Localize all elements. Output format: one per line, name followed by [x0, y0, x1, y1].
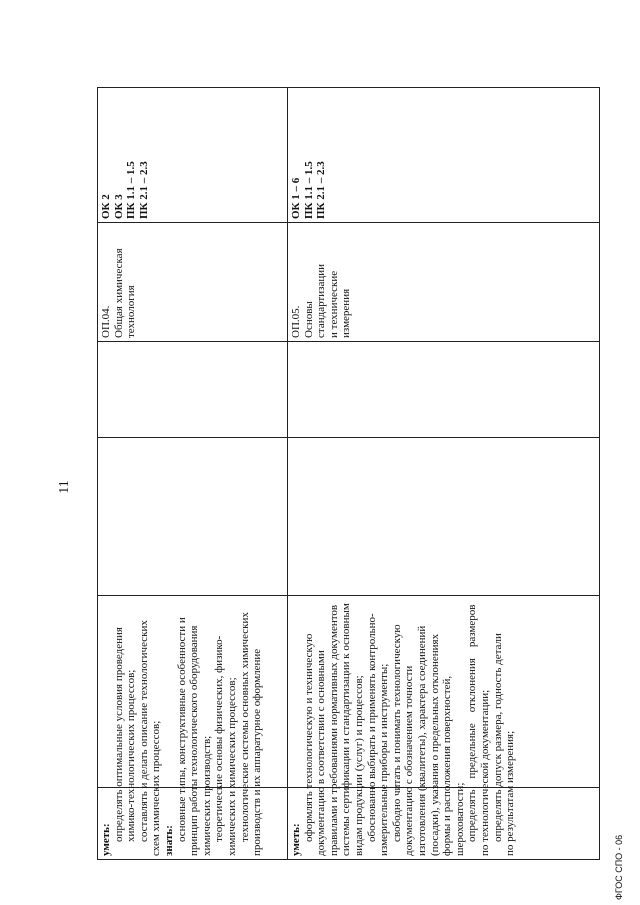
competencies-cell	[290, 91, 328, 219]
skills-line: шероховатости;	[453, 782, 466, 856]
discipline-name: измерения	[340, 288, 353, 338]
competency-code: ОК 1 – 6	[290, 177, 302, 219]
column-divider	[97, 341, 600, 342]
competencies-cell	[100, 91, 150, 219]
skills-list	[100, 592, 264, 856]
skills-line: схем химических процессов;	[150, 720, 163, 856]
discipline-name: Общая химическая	[112, 248, 125, 338]
skills-line: обоснованно выбирать и применять контрольно-	[365, 613, 378, 842]
skills-heading: знать:	[162, 825, 175, 856]
skills-line: оформлять технологическую и техническую	[302, 633, 315, 842]
discipline-cell	[100, 226, 138, 338]
skills-list	[290, 592, 517, 856]
skills-line: принцип работы технологического оборудования	[188, 625, 201, 856]
skills-line: определять допуск размера, годность детали	[491, 633, 504, 842]
skills-cell	[290, 592, 517, 856]
table-border-bottom	[599, 87, 600, 860]
table-border-left	[97, 859, 600, 860]
skills-line: химических производств;	[200, 735, 213, 856]
skills-line: видам продукции (услуг) и процессов;	[352, 675, 365, 856]
skills-line: (посадки), указания о предельных отклонениях	[428, 633, 441, 856]
skills-line: свободно читать и понимать технологическую	[390, 624, 403, 842]
competency-code: ПК 1.1 – 1.5	[302, 161, 315, 219]
competency-code: ПК 2.1 – 2.3	[137, 161, 150, 219]
table-border-right	[97, 87, 600, 88]
skills-line: системы сертификации и стандартизации к основным	[340, 603, 353, 856]
page-number: 11	[57, 480, 72, 494]
discipline-cell	[290, 226, 353, 338]
skills-line: определять предельные отклонения размеров	[466, 604, 479, 842]
skills-heading: уметь:	[290, 823, 302, 856]
discipline-code: ОП.05.	[290, 305, 302, 338]
footer-document-code: ФГОС СПО - 06	[614, 834, 624, 900]
skills-line: химических и химических процессов;	[225, 677, 238, 856]
skills-line: определять оптимальные условия проведения	[112, 627, 125, 842]
competency-code: ПК 2.1 – 2.3	[315, 161, 328, 219]
discipline-name: технология	[125, 285, 138, 338]
column-divider	[97, 437, 600, 438]
competency-code: ОК 2	[100, 194, 112, 219]
skills-line: правилами и требованиями нормативных документов	[327, 604, 340, 856]
discipline-name: Основы стандартизации	[302, 263, 328, 338]
competency-table	[97, 87, 600, 860]
skills-cell	[100, 592, 264, 856]
discipline-name: и технические	[327, 270, 340, 338]
skills-heading: уметь:	[100, 823, 112, 856]
table-border-top	[97, 87, 98, 860]
skills-line: теоретические основы физических, физико-	[213, 635, 226, 842]
row-divider	[287, 87, 288, 860]
skills-line: по результатам измерения;	[504, 730, 517, 856]
competency-code: ОК 3	[112, 194, 125, 219]
skills-line: основные типы, конструктивные особенности и	[175, 617, 188, 842]
competency-code: ПК 1.1 – 1.5	[125, 161, 138, 219]
skills-line: документацию в соответствии с основными	[315, 650, 328, 856]
skills-line: химико-технологических процессов;	[125, 669, 138, 842]
column-divider	[97, 222, 600, 223]
skills-line: производств и их аппаратурное оформление	[251, 648, 264, 856]
skills-line: измерительные приборы и инструменты;	[378, 663, 391, 856]
discipline-code: ОП.04.	[100, 305, 112, 338]
skills-line: документацию с обозначением точности	[403, 665, 416, 856]
skills-line: технологические системы основных химических	[238, 612, 251, 842]
skills-line: изготовления (квалитеты), характера соединений	[415, 625, 428, 856]
skills-line: формы и расположения поверхностей,	[441, 675, 454, 856]
skills-line: составлять и делать описание технологических	[137, 620, 150, 842]
skills-line: по технологической документации;	[478, 689, 491, 856]
